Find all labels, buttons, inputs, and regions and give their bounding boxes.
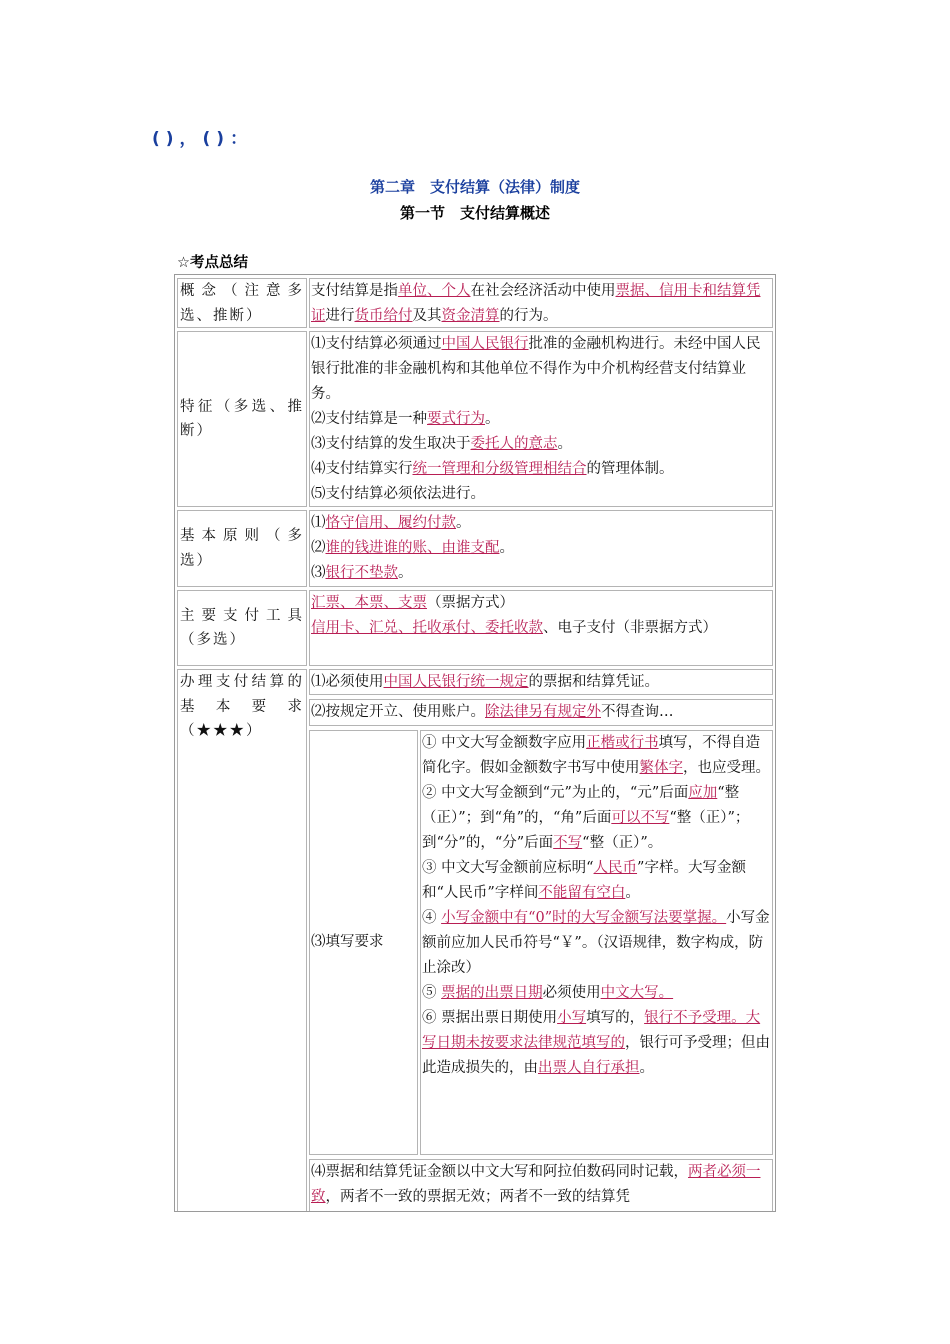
requirement-4 [309,1159,773,1212]
highlight: 票据的出票日期 [441,985,543,1001]
text: ⑴必须使用 [311,674,384,690]
writing-rule-1 [422,731,771,781]
highlight: 统一管理和分级管理相结合 [412,461,587,477]
text: 及其 [412,308,442,324]
text: ⑷支付结算实行 [311,461,413,477]
summary-table [174,274,776,1212]
text: “整（正）”；到“角”的，“角”后面 [422,785,740,826]
highlight: 小写金额中有“0”时的大写金额写法要掌握。 [441,910,727,926]
highlight: 两者必须一致 [311,1164,761,1205]
text: 的票据和结算凭证。 [528,674,659,690]
highlight: 小写 [557,1010,587,1026]
text: ③ 中文大写金额前应标明“ [422,860,594,876]
text: ② 中文大写金额到“元”为止的，“元”后面 [422,785,689,801]
text: ⑷票据和结算凭证金额以中文大写和阿拉伯数码同时记载， [311,1164,688,1180]
feature-4 [311,457,771,482]
text: 。 [456,515,471,531]
concept-label: 概念（注意多选、推断） [177,278,307,328]
tools-label [177,590,307,666]
requirement-3-content [420,730,773,1155]
highlight: 委托人的意志 [470,436,558,452]
principle-3 [311,561,771,586]
principles-content [309,510,773,587]
requirement-2 [309,699,773,726]
text: 必须使用 [542,985,601,1001]
features-label [177,331,307,507]
text: （票据方式） [427,595,514,611]
highlight: 要式行为 [427,411,485,427]
text: 的管理体制。 [586,461,674,477]
text: 填写的， [586,1010,645,1026]
header-blue-line: ()，()： [152,129,254,149]
feature-5: ⑸支付结算必须依法进行。 [311,486,485,502]
highlight: 人民币 [593,860,638,876]
text: 支付结算是指 [311,283,398,299]
feature-3 [311,432,771,457]
writing-rule-3 [422,856,771,906]
highlight: 货币给付 [354,308,413,324]
text: 的行为。 [499,308,558,324]
text: ⑴ [311,515,326,531]
requirement-3-label-text: ⑶填写要求 [311,934,384,950]
text: “整（正）”；到“分”的，“分”后面 [422,810,750,851]
highlight: 不能留有空白 [538,885,626,901]
feature-1 [311,332,771,407]
text: ① 中文大写金额数字应用 [422,735,587,751]
highlight: 除法律另有规定外 [485,704,601,720]
highlight: 银行不予受理。大写日期未按要求法律规范填写的 [422,1010,761,1051]
text: 。 [398,565,413,581]
highlight: 不写 [553,835,583,851]
highlight: 恪守信用、履约付款 [325,515,456,531]
highlight: 谁的钱进谁的账、由谁支配 [325,540,500,556]
highlight: 正楷或行书 [586,735,659,751]
writing-rule-2 [422,781,771,856]
text: ⑵支付结算是一种 [311,411,427,427]
highlight: 应加 [688,785,718,801]
text: ⑴支付结算必须通过 [311,336,442,352]
tools-line-1 [311,591,771,616]
highlight: 可以不写 [611,810,670,826]
feature-2 [311,407,771,432]
features-label-text: 特征（多选、推断） [180,398,304,439]
text: ⑥ 票据出票日期使用 [422,1010,558,1026]
tools-line-2 [311,616,771,641]
highlight: 汇票、本票、支票 [311,595,427,611]
tools-label-text: 主要支付工具（多选） [180,607,304,648]
highlight: 单位、个人 [398,283,471,299]
text: ，两者不一致的票据无效；两者不一致的结算凭 [325,1189,630,1205]
text: ”字样。大写金额和“人民币”字样间 [422,860,746,901]
text: ⑤ [422,985,442,1001]
requirements-label: 办理支付结算的基本要求（★★★） [177,669,307,1212]
highlight: 繁体字 [639,760,683,776]
text: 小写金额前应加人民币符号“￥”。（汉语规律，数字构成，防止涂改） [422,910,770,976]
text: ⑵ [311,540,326,556]
principles-label-text: 基本原则（多选） [180,528,304,569]
highlight: 出票人自行承担 [538,1060,640,1076]
highlight: 银行不垫款 [325,565,398,581]
text: ⑶支付结算的发生取决于 [311,436,471,452]
text: 进行 [325,308,355,324]
text: 。 [485,411,500,427]
text: ，也应受理。 [683,760,770,776]
text: ⑶ [311,565,326,581]
highlight: 信用卡、汇兑、托收承付、委托收款 [311,620,543,636]
writing-rule-6 [422,1006,771,1081]
concept-content [309,278,773,328]
highlight: 中文大写。 [600,985,674,1001]
principles-label [177,510,307,587]
text: ④ [422,910,442,926]
section-title: 第一节 支付结算概述 [399,204,550,222]
text: 批准的金融机构进行。未经中国人民银行批准的非金融机构和其他单位不得作为中介机构经营支付结算业务。 [311,336,761,402]
highlight: 资金清算 [441,308,500,324]
text: ⑵按规定开立、使用账户。 [311,704,485,720]
highlight: 票据、信用卡和结算凭证 [311,283,761,324]
requirement-3-label [309,730,418,1155]
text: 。 [625,885,640,901]
features-content [309,331,773,507]
writing-rule-5 [422,981,771,1006]
principle-1 [311,511,771,536]
text: 在社会经济活动中使用 [470,283,616,299]
text: 。 [557,436,572,452]
requirement-1 [309,669,773,695]
tools-content [309,590,773,666]
summary-title: ☆考点总结 [177,255,248,271]
writing-rule-4 [422,906,771,981]
text: 填写，不得自造简化字。假如金额数字书写中使用 [422,735,761,776]
text: 。 [639,1060,654,1076]
highlight: 中国人民银行 [441,336,529,352]
text: 不得查询… [601,704,674,720]
chapter-title: 第二章 支付结算（法律）制度 [369,178,580,196]
text: 。 [499,540,514,556]
principle-2 [311,536,771,561]
text: 、电子支付（非票据方式） [543,620,717,636]
highlight: 中国人民银行统一规定 [383,674,529,690]
text: “整（正）”。 [582,835,663,851]
text: ，银行可予受理；但由此造成损失的，由 [422,1035,770,1076]
